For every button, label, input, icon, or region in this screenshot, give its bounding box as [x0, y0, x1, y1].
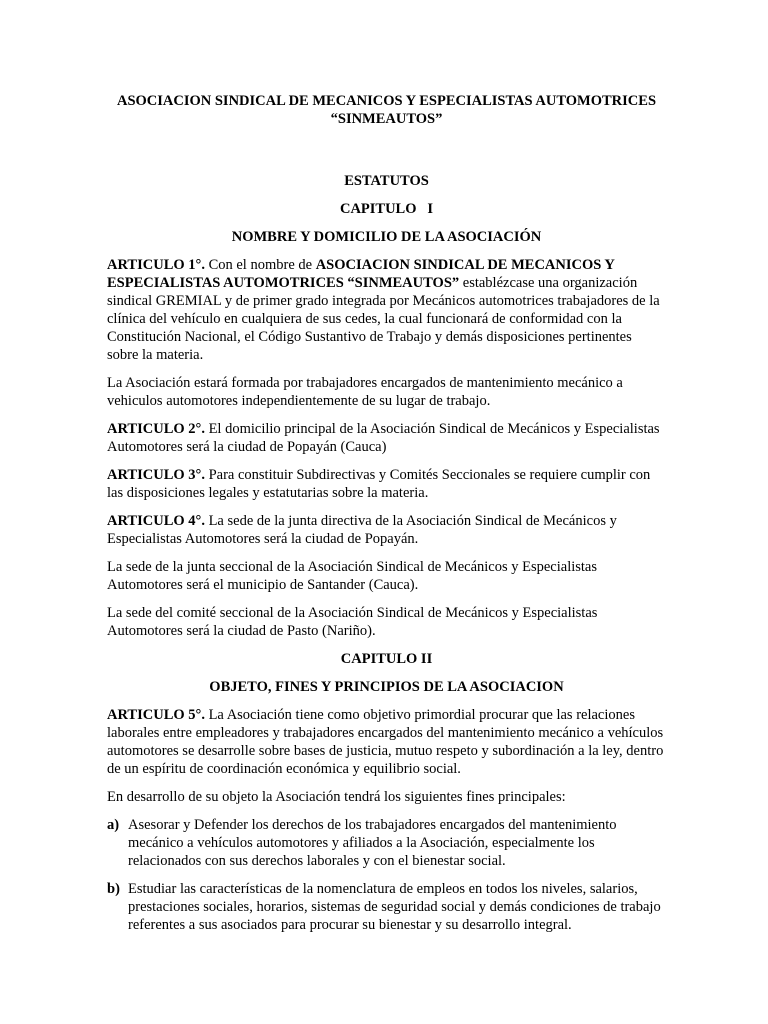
capitulo-1-heading: CAPITULO I: [339, 201, 434, 217]
articulo-4: [107, 512, 666, 548]
articulo-2-label: ARTICULO 2°.: [107, 421, 205, 437]
articulo-3: [107, 466, 666, 502]
articulo-5: [107, 706, 666, 778]
title-line-2: “SINMEAUTOS”: [330, 111, 443, 127]
articulo-2-text: El domicilio principal de la Asociación Sindical de Mecánicos y Especialistas Automotores será la ciudad de Popayán (Cauca): [107, 421, 660, 455]
paragraph-seccional: La sede de la junta seccional de la Asociación Sindical de Mecánicos y Especialistas Automotores será el municipio de Santander (Cauca).: [107, 559, 598, 593]
articulo-1: [107, 256, 666, 364]
capitulo-1-subheading: NOMBRE Y DOMICILIO DE LA ASOCIACIÓN: [231, 229, 542, 245]
articulo-3-label: ARTICULO 3°.: [107, 467, 205, 483]
capitulo-2-subheading: OBJETO, FINES Y PRINCIPIOS DE LA ASOCIACION: [209, 679, 564, 695]
articulo-3-text: Para constituir Subdirectivas y Comités Seccionales se requiere cumplir con las disposiciones legales y estatutarias sobre la materia.: [107, 467, 651, 501]
articulo-1-text-a: Con el nombre de: [204, 257, 316, 273]
articulo-1-label: ARTICULO 1°.: [107, 257, 205, 273]
articulo-5-text: La Asociación tiene como objetivo primordial procurar que las relaciones laborales entre empleadores y trabajadores encargados del mantenimiento mecánico a vehículos automotores se desarrolle sobre bases de justicia, mutuo respeto y subordinación a la ley, dentro de un espíritu de coordinación económica y equilibrio social.: [107, 707, 664, 777]
list-marker-a: a): [107, 817, 120, 833]
list-item-b: [107, 880, 666, 934]
articulo-2: [107, 420, 666, 456]
list-text-a: Asesorar y Defender los derechos de los trabajadores encargados del mantenimiento mecánico a vehículos automotores y afiliados a la Asociación, especialmente los relacionados con sus derechos laborales y con el bienestar social.: [128, 817, 617, 869]
paragraph-comite: La sede del comité seccional de la Asociación Sindical de Mecánicos y Especialistas Automotores será la ciudad de Pasto (Nariño).: [107, 605, 598, 639]
document-title: [107, 92, 666, 128]
estatutos-heading: ESTATUTOS: [344, 173, 429, 189]
paragraph-fines: En desarrollo de su objeto la Asociación tendrá los siguientes fines principales:: [107, 789, 566, 805]
articulo-5-label: ARTICULO 5°.: [107, 707, 205, 723]
title-line-1: ASOCIACION SINDICAL DE MECANICOS Y ESPECIALISTAS AUTOMOTRICES: [116, 93, 657, 109]
articulo-1-text-b: establézcase una organización sindical GREMIAL y de primer grado integrada por Mecánicos automotrices trabajadores de la clínica del vehículo en cualquiera de sus cedes, la cual funcionará de conformidad con la Constitución Nacional, el Código Sustantivo de Trabajo y demás disposiciones pertinentes sobre la materia.: [107, 275, 660, 363]
paragraph-formacion: La Asociación estará formada por trabajadores encargados de mantenimiento mecánico a vehiculos automotores independientemente de su lugar de trabajo.: [107, 375, 623, 409]
list-item-a: [107, 816, 666, 870]
capitulo-2-heading: CAPITULO II: [340, 651, 433, 667]
articulo-4-text: La sede de la junta directiva de la Asociación Sindical de Mecánicos y Especialistas Automotores será la ciudad de Popayán.: [107, 513, 617, 547]
list-text-b: Estudiar las características de la nomenclatura de empleos en todos los niveles, salarios, prestaciones sociales, horarios, sistemas de seguridad social y demás condiciones de trabajo referentes a sus asociados para procurar su bienestar y su desarrollo integral.: [128, 881, 661, 933]
articulo-1-name: ASOCIACION SINDICAL DE MECANICOS Y ESPECIALISTAS AUTOMOTRICES “SINMEAUTOS”: [107, 257, 615, 291]
articulo-4-label: ARTICULO 4°.: [107, 513, 205, 529]
list-marker-b: b): [107, 881, 120, 897]
